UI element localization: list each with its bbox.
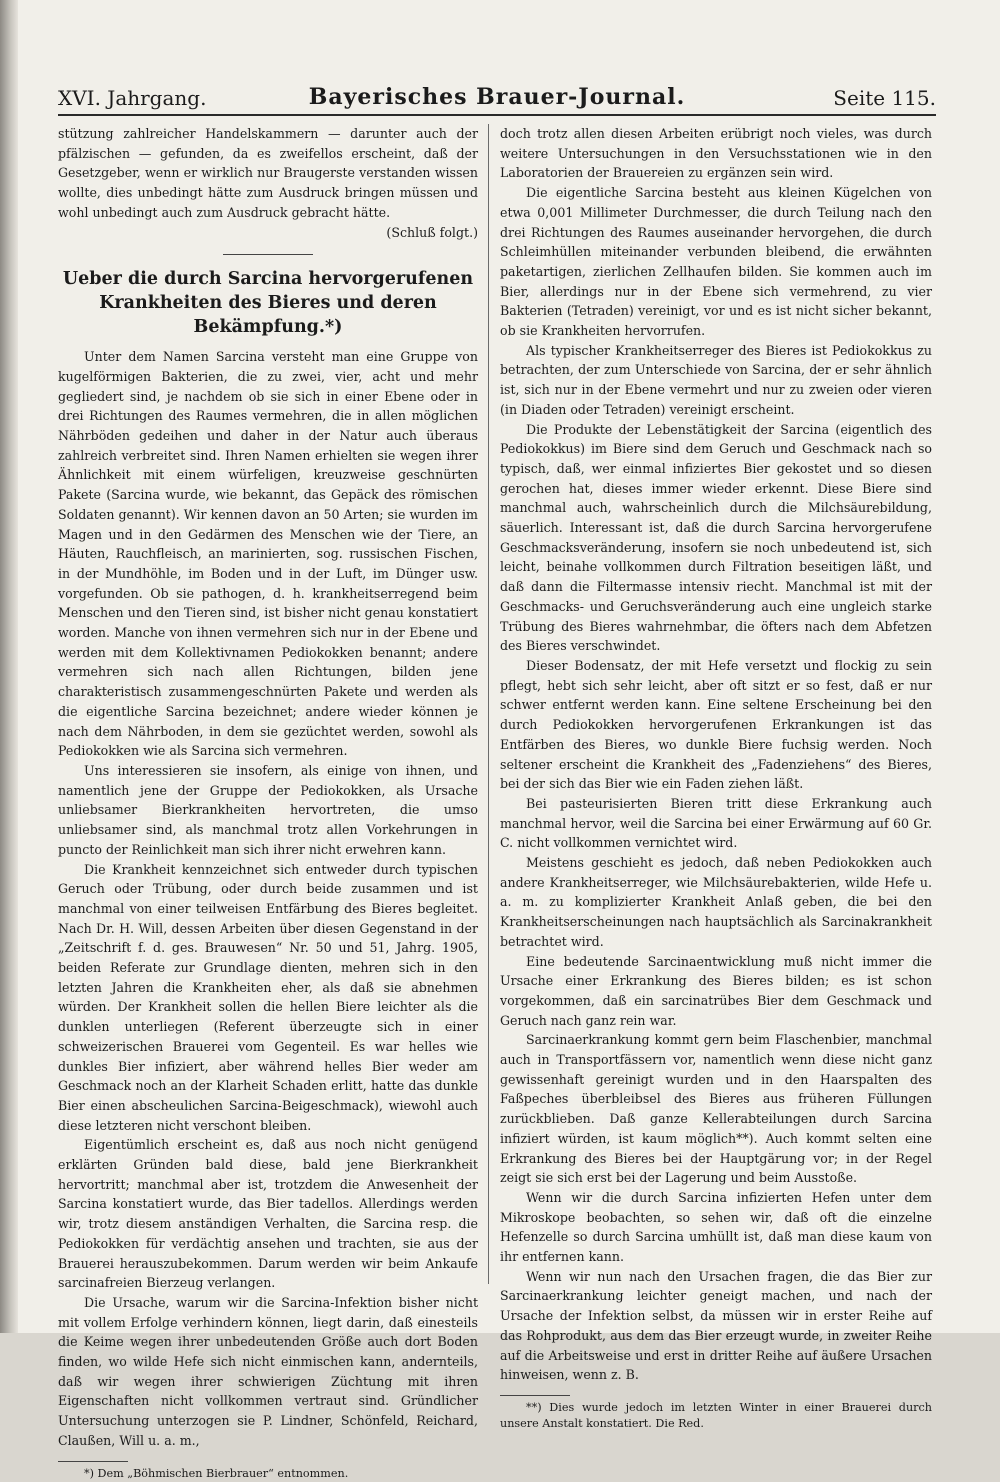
article-title: Ueber die durch Sarcina hervorgerufenen Krankheiten des Bieres und deren Bekämpfung.*) — [62, 269, 474, 338]
paragraph: Sarcinaerkrankung kommt gern beim Flaschenbier, manchmal auch in Transportfässern vor, namentlich wenn diese nicht ganz gewissenhaft gereinigt wurden und in den Haarspalten des Faßpeches überbleibsel des Bieres aus früheren Füllungen zurückblieben. Daß ganze Kellerabteilungen durch Sarcina infiziert würden, ist kaum möglich**). Auch kommt selten eine Erkrankung des Bieres bei der Hauptgärung vor; in der Regel zeigt sie sich erst bei der Lagerung und beim Ausstoße. — [500, 1032, 932, 1186]
paragraph: doch trotz allen diesen Arbeiten erübrigt noch vieles, was durch weitere Untersuchungen in den Versuchsstationen wie in den Laboratorien der Brauereien zu ergänzen sein wird. — [500, 126, 932, 181]
journal-title: Bayerisches Brauer-Journal. — [308, 84, 686, 110]
paragraph: Unter dem Namen Sarcina versteht man eine Gruppe von kugelförmigen Bakterien, die zu zwei, vier, acht und mehr gegliedert sind, je nachdem ob sie sich in einer Ebene oder in drei Richtungen des Raumes vermehren, die in allen möglichen Nährböden gedeihen und daher in der Natur auch überaus zahlreich verbreitet sind. Ihren Namen erhielten sie wegen ihrer Ähnlichkeit mit einem würfeligen, kreuzweise geschnürten Pakete (Sarcina wurde, wie bekannt, das Gepäck des römischen Soldaten genannt). Wir kennen davon an 50 Arten; sie wurden im Magen und in den Gedärmen des Menschen wie der Tiere, an Häuten, Rauchfleisch, an marinierten, sog. russischen Fischen, in der Mundhöhle, im Boden und in der Luft, im Dünger usw. vorgefunden. Ob sie pathogen, d. h. krankheitserregend beim Menschen und den Tieren sind, ist bisher nicht genau konstatiert worden. Manche von ihnen vermehren sich nur in der Ebene und werden mit dem Kollektivnamen Pediokokken benannt; andere vermehren sich nach allen Richtungen, bilden jene charakteristisch zusammengeschnürten Pakete und werden als die eigentliche Sarcina bezeichnet; andere wieder können je nach dem Nährboden, in dem sie gezüchtet werden, sowohl als Pediokokken wie als Sarcina sich vermehren. — [58, 349, 478, 759]
section-separator — [223, 254, 313, 255]
paragraph: Eine bedeutende Sarcinaentwicklung muß nicht immer die Ursache einer Erkrankung des Bieres bilden; es ist schon vorgekommen, daß ein sarcinatrübes Bier dem Geschmack und Geruch nach ganz rein war. — [500, 953, 932, 1028]
paragraph: Dieser Bodensatz, der mit Hefe versetzt und flockig zu sein pflegt, hebt sich sehr leicht, aber oft sitzt er so fest, daß er nur schwer entfernt werden kann. Eine seltene Erscheinung bei den durch Pediokokken hervorgerufenen Erkrankungen ist das Entfärben des Bieres, wo dunkle Biere fuchsig werden. Noch seltener erscheint die Krankheit des „Fadenziehens“ des Bieres, bei der sich das Bier wie ein Faden ziehen läßt. — [500, 657, 932, 792]
book-binding-edge — [0, 0, 18, 1333]
paragraph: Meistens geschieht es jedoch, daß neben Pediokokken auch andere Krankheitserreger, wie Milchsäurebakterien, wilde Hefe u. a. m. zu komplizierter Krankheit Anlaß geben, die bei den Krankheitserscheinungen nach hauptsächlich als Sarcinakrankheit betrachtet wird. — [500, 855, 932, 949]
column-divider — [488, 124, 489, 1284]
page-number: Seite 115. — [833, 86, 936, 110]
footnote-rule — [58, 1461, 128, 1462]
right-column — [500, 124, 932, 1432]
volume-label: XVI. Jahrgang. — [58, 86, 207, 110]
paragraph: Bei pasteurisierten Bieren tritt diese Erkrankung auch manchmal hervor, weil die Sarcina bei einer Erwärmung auf 60 Gr. C. nicht vollkommen vernichtet wird. — [500, 795, 932, 851]
paragraph: Uns interessieren sie insofern, als einige von ihnen, und namentlich jene der Gruppe der Pediokokken, als Ursache unliebsamer Bierkrankheiten hervortreten, die umso unliebsamer sind, als manchmal trotz allen Vorkehrungen in puncto der Reinlichkeit man sich ihrer nicht erwehren kann. — [58, 762, 478, 857]
footnote-rule — [500, 1395, 570, 1396]
paragraph: Die Produkte der Lebenstätigkeit der Sarcina (eigentlich des Pediokokkus) im Biere sind dem Geruch und Geschmack nach so typisch, daß, wer einmal infiziertes Bier gekostet und so diesen gerochen hat, dieses immer wieder erkennt. Diese Biere sind manchmal auch, wahrscheinlich durch die Milchsäurebildung, säuerlich. Interessant ist, daß die durch Sarcina hervorgerufene Geschmacksveränderung, insofern sie noch unbedeutend ist, sich leicht, beinahe vollkommen durch Filtration beseitigen läßt, und daß dann die Filtermasse intensiv riecht. Manchmal ist mit der Geschmacks- und Geruchsveränderung auch eine ungleich starke Trübung des Bieres wahrnehmbar, die öfters nach dem Abfetzen des Bieres verschwindet. — [500, 421, 932, 654]
footnote: **) Dies wurde jedoch im letzten Winter in einer Brauerei durch unsere Anstalt konstatiert. Die Red. — [500, 1401, 932, 1430]
page-header — [58, 84, 936, 116]
left-column — [58, 124, 478, 1482]
paragraph: Wenn wir nun nach den Ursachen fragen, die das Bier zur Sarcinaerkrankung leichter geneigt machen, und nach der Ursache der Infektion selbst, da müssen wir in erster Reihe auf das Rohprodukt, aus dem das Bier erzeugt wurde, in zweiter Reihe auf die Arbeitsweise und erst in dritter Reihe auf äußere Ursachen hinweisen, wenn z. B. — [500, 1268, 932, 1383]
paragraph: Eigentümlich erscheint es, daß aus noch nicht genügend erklärten Gründen bald diese, bald jene Bierkrankheit hervortritt; manchmal aber ist, trotzdem die Anwesenheit der Sarcina konstatiert wurde, das Bier tadellos. Allerdings werden wir, trotz diesem anständigen Verhalten, die Sarcina resp. die Pediokokken für verdächtig ansehen und trachten, sie aus der Brauerei herauszubekommen. Darum werden wir beim Ankaufe sarcinafreien Bierzeug verlangen. — [58, 1137, 478, 1291]
paragraph: Als typischer Krankheitserreger des Bieres ist Pediokokkus zu betrachten, der zum Unterschiede von Sarcina, der er sehr ähnlich ist, sich nur in der Ebene vermehrt und nur zu zweien oder vieren (in Diaden oder Tetraden) vereinigt erscheint. — [500, 342, 932, 417]
footnote: *) Dem „Böhmischen Bierbrauer“ entnommen. — [84, 1466, 349, 1480]
paragraph: Die Ursache, warum wir die Sarcina-Infektion bisher nicht mit vollem Erfolge verhindern können, liegt darin, daß einesteils die Keime wegen ihrer unbedeutenden Größe auch dort Boden finden, wo wilde Hefe sich nicht einmischen kann, andernteils, daß wir wegen ihrer schwierigen Züchtung mit ihren Eigenschaften nicht vollkommen vertraut sind. Gründlicher Untersuchung unterzogen sie P. Lindner, Schönfeld, Reichard, Claußen, Will u. a. m., — [58, 1294, 478, 1448]
paragraph: Die Krankheit kennzeichnet sich entweder durch typischen Geruch oder Trübung, oder durch beide zusammen und ist manchmal von einer teilweisen Entfärbung des Bieres begleitet. Nach Dr. H. Will, dessen Arbeiten über diesen Gegenstand in der „Zeitschrift f. d. ges. Brauwesen“ Nr. 50 und 51, Jahrg. 1905, beiden Referate zur Grundlage dienten, mehren sich in den letzten Jahren die Krankheiten eher, als daß sie abnehmen würden. Der Krankheit sollen die hellen Biere leichter als die dunklen unterliegen (Referent überzeugte sich in einer schweizerischen Brauerei vom Gegenteil. Es war helles wie dunkles Bier infiziert, aber während helles Bier weder am Geschmack noch an der Klarheit Schaden erlitt, hatte das dunkle Bier einen abscheulichen Sarcina-Beigeschmack), wiewohl auch diese letzteren nicht verschont bleiben. — [58, 861, 478, 1133]
paragraph: Wenn wir die durch Sarcina infizierten Hefen unter dem Mikroskope beobachten, so sehen wir, daß oft die einzelne Hefenzelle so durch Sarcina umhüllt ist, daß man diese kaum von ihr entfernen kann. — [500, 1189, 932, 1265]
continuation-note: (Schluß folgt.) — [386, 224, 478, 240]
paragraph: stützung zahlreicher Handelskammern — darunter auch der pfälzischen — gefunden, da es zweifellos erscheint, daß der Gesetzgeber, wenn er wirklich nur Braugerste verstanden wissen wollte, dies unbedingt hätte zum Ausdruck bringen müssen und wohl unbedingt auch zum Ausdruck gebracht hätte. — [58, 126, 478, 220]
paragraph: Die eigentliche Sarcina besteht aus kleinen Kügelchen von etwa 0,001 Millimeter Durchmesser, die durch Teilung nach den drei Richtungen des Raumes auseinander hervorgehen, die durch Schleimhüllen miteinander verbunden bleibend, die erwähnten paketartigen, zierlichen Zellhaufen bilden. Sie kommen auch im Bier, allerdings nur in der Ebene sich vermehrend, zu vier Bakterien (Tetraden) vereinigt, vor und es ist nicht sicher bekannt, ob sie Krankheiten hervorrufen. — [500, 185, 932, 339]
